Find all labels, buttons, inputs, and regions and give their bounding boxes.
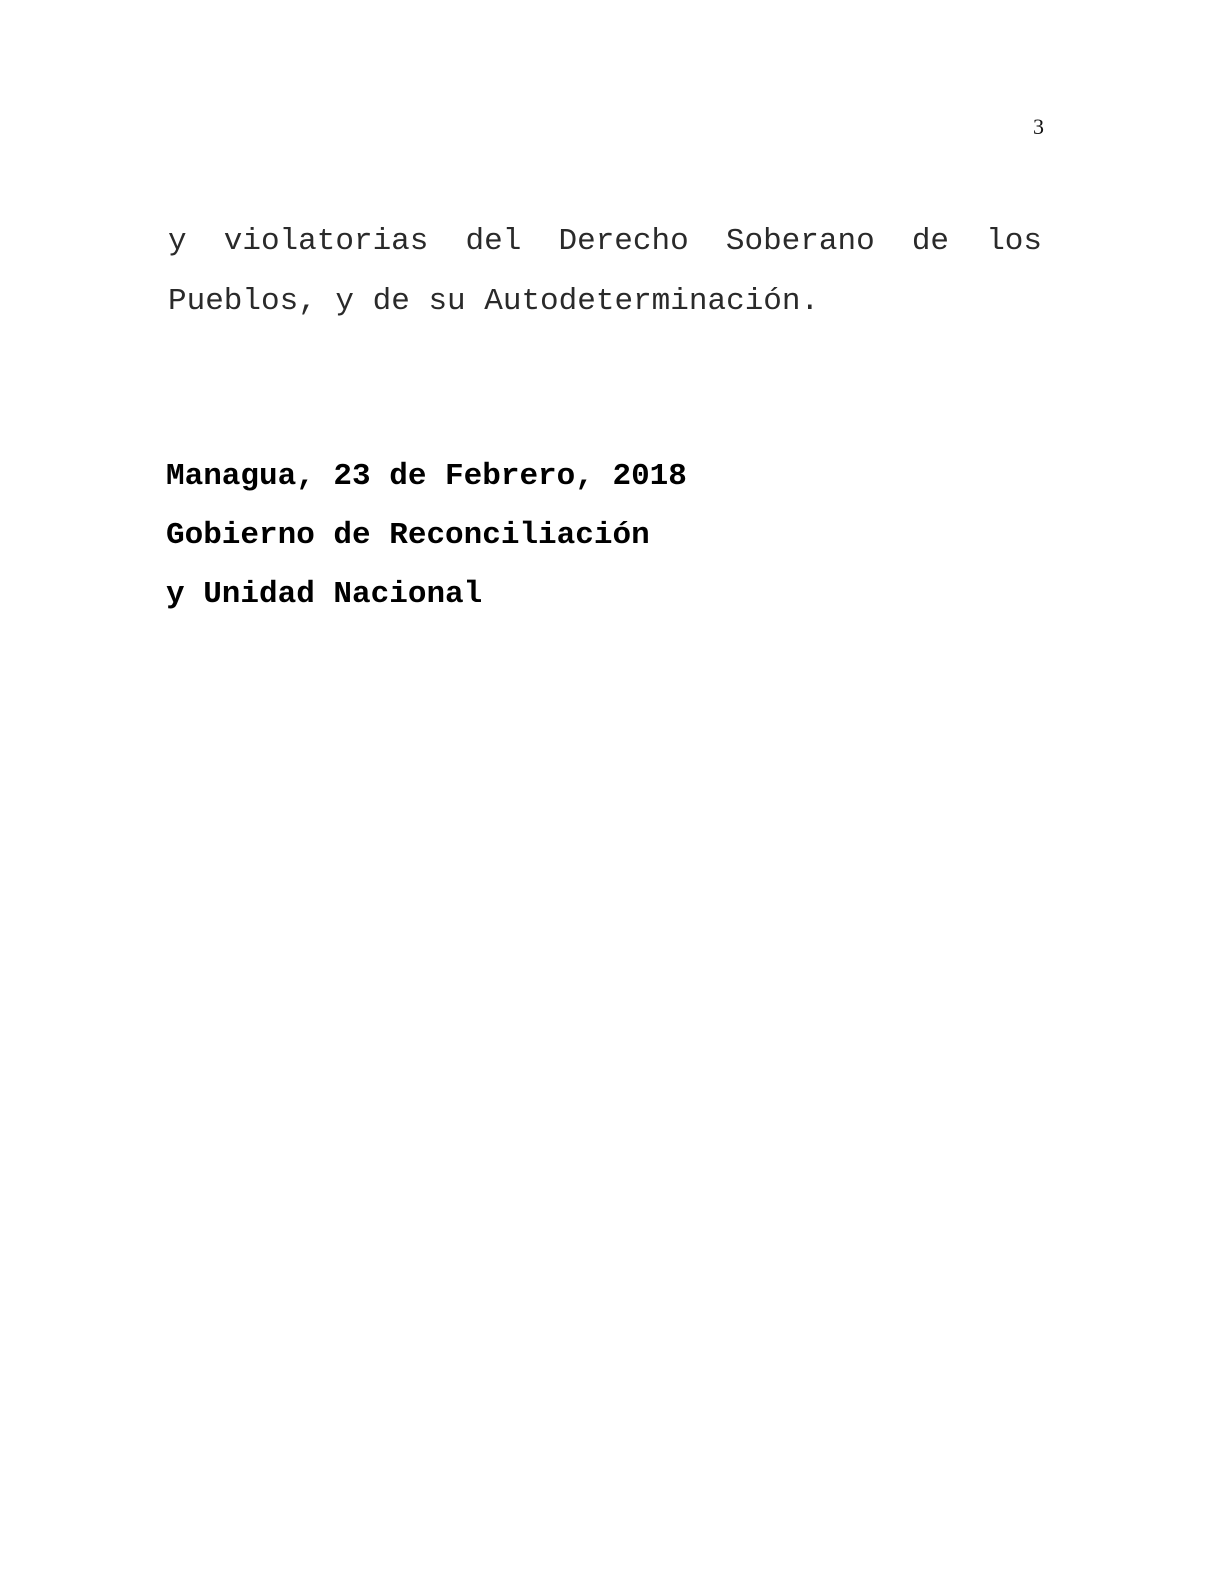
signature-place-date: Managua, 23 de Febrero, 2018 [166, 459, 687, 494]
signature-government-line-2: y Unidad Nacional [166, 577, 483, 612]
paragraph-word: y [168, 224, 187, 259]
paragraph-word: del [465, 224, 522, 259]
paragraph-word: Soberano [725, 224, 875, 259]
signature-government-line-1: Gobierno de Reconciliación [166, 518, 650, 553]
paragraph-line-2: Pueblos, y de su Autodeterminación. [168, 284, 820, 319]
paragraph-word: de [911, 224, 950, 259]
paragraph-word: Derecho [558, 224, 689, 259]
paragraph-word: violatorias [223, 224, 429, 259]
paragraph-word: los [986, 224, 1042, 259]
page-number: 3 [1033, 114, 1044, 139]
paragraph-line-1 [168, 224, 1042, 259]
